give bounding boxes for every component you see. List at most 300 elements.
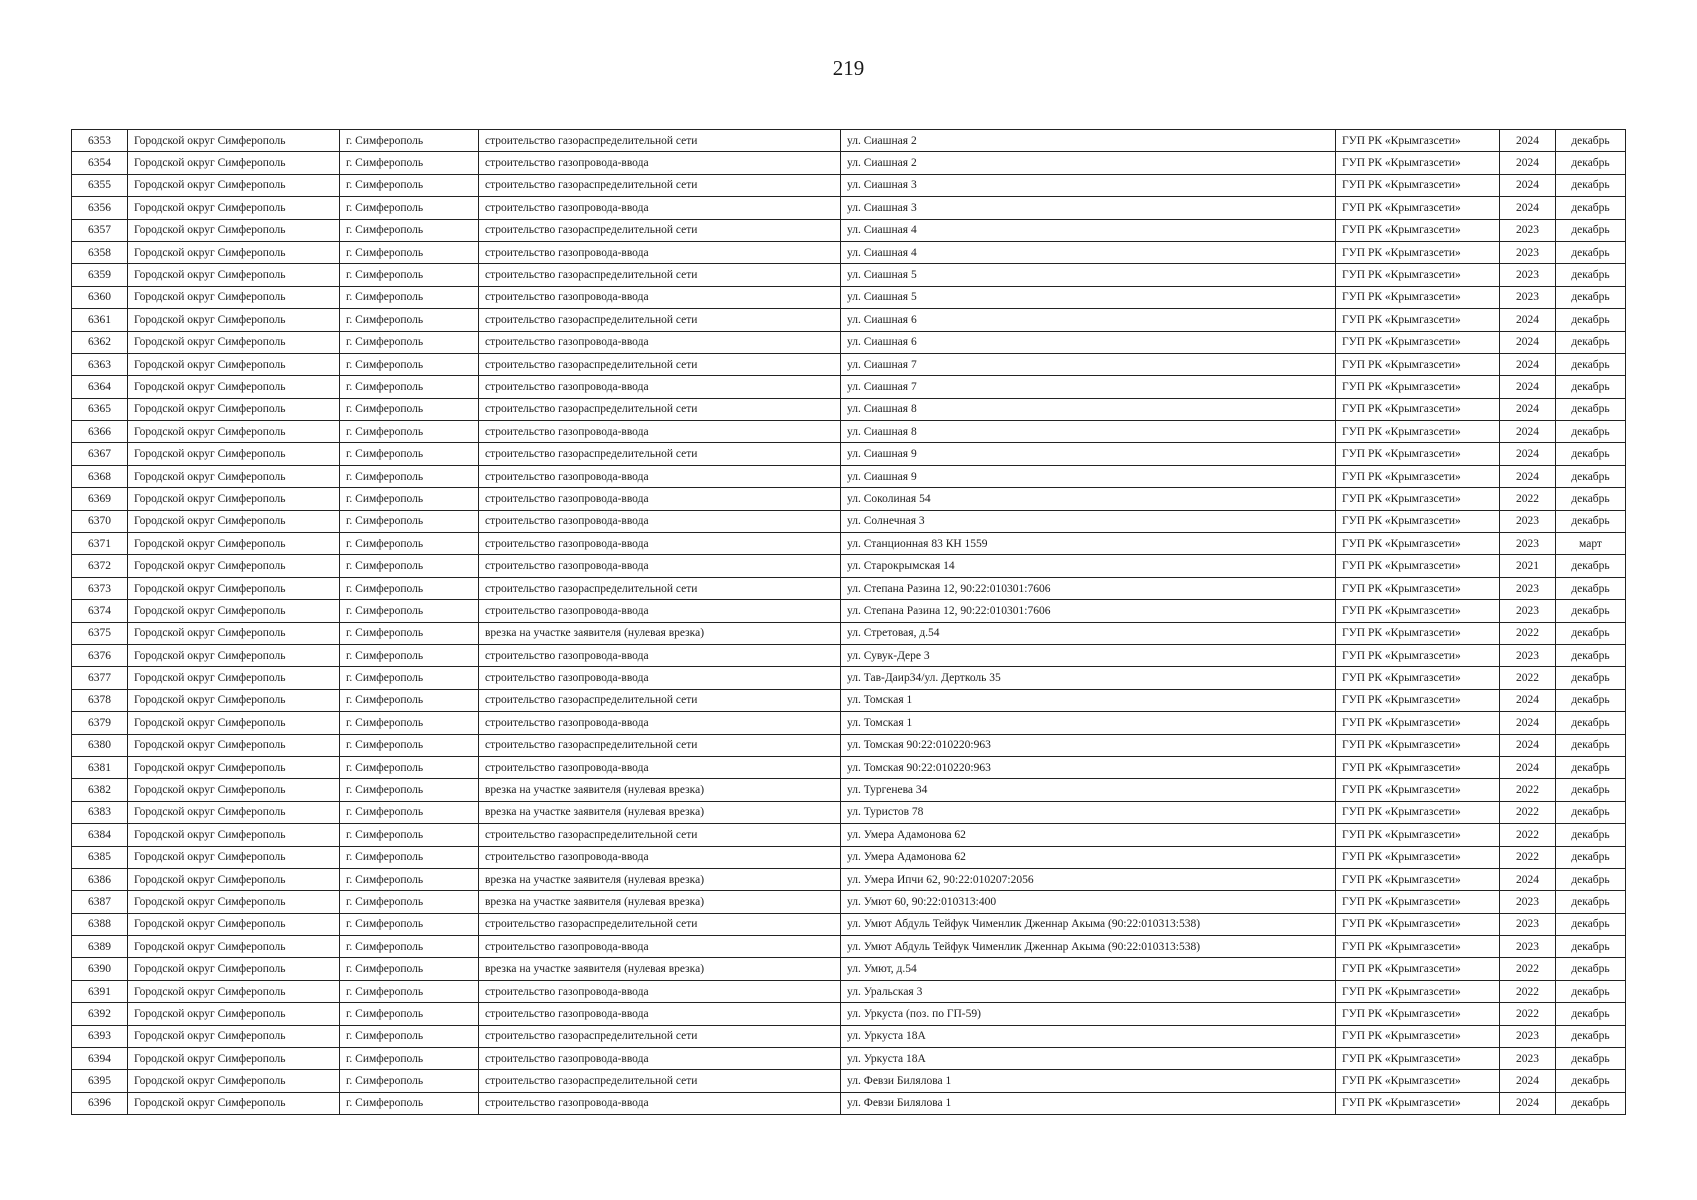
row-number-cell: 6389 — [72, 936, 128, 958]
district-cell: Городской округ Симферополь — [128, 622, 340, 644]
district-cell: Городской округ Симферополь — [128, 936, 340, 958]
row-number-cell: 6364 — [72, 376, 128, 398]
district-cell: Городской округ Симферополь — [128, 241, 340, 263]
year-cell: 2024 — [1500, 443, 1556, 465]
organization-cell: ГУП РК «Крымгазсети» — [1336, 398, 1500, 420]
address-cell: ул. Уркуста 18А — [841, 1048, 1336, 1070]
city-cell: г. Симферополь — [340, 756, 479, 778]
year-cell: 2021 — [1500, 555, 1556, 577]
table-row — [72, 936, 1626, 958]
address-cell: ул. Уркуста (поз. по ГП-59) — [841, 1003, 1336, 1025]
month-cell: декабрь — [1556, 622, 1626, 644]
month-cell: декабрь — [1556, 353, 1626, 375]
year-cell: 2023 — [1500, 1048, 1556, 1070]
address-cell: ул. Сиашная 2 — [841, 130, 1336, 152]
year-cell: 2022 — [1500, 488, 1556, 510]
table-row — [72, 622, 1626, 644]
row-number-cell: 6372 — [72, 555, 128, 577]
district-cell: Городской округ Симферополь — [128, 1070, 340, 1092]
month-cell: декабрь — [1556, 465, 1626, 487]
organization-cell: ГУП РК «Крымгазсети» — [1336, 174, 1500, 196]
month-cell: декабрь — [1556, 1092, 1626, 1114]
address-cell: ул. Сиашная 3 — [841, 197, 1336, 219]
year-cell: 2024 — [1500, 689, 1556, 711]
address-cell: ул. Тургенева 34 — [841, 779, 1336, 801]
row-number-cell: 6368 — [72, 465, 128, 487]
work-type-cell: строительство газораспределительной сети — [479, 353, 841, 375]
organization-cell: ГУП РК «Крымгазсети» — [1336, 644, 1500, 666]
month-cell: декабрь — [1556, 309, 1626, 331]
organization-cell: ГУП РК «Крымгазсети» — [1336, 488, 1500, 510]
district-cell: Городской округ Симферополь — [128, 197, 340, 219]
address-cell: ул. Соколиная 54 — [841, 488, 1336, 510]
month-cell: декабрь — [1556, 264, 1626, 286]
organization-cell: ГУП РК «Крымгазсети» — [1336, 689, 1500, 711]
district-cell: Городской округ Симферополь — [128, 488, 340, 510]
city-cell: г. Симферополь — [340, 689, 479, 711]
table-row — [72, 577, 1626, 599]
district-cell: Городской округ Симферополь — [128, 286, 340, 308]
city-cell: г. Симферополь — [340, 376, 479, 398]
month-cell: декабрь — [1556, 868, 1626, 890]
city-cell: г. Симферополь — [340, 577, 479, 599]
table-row — [72, 331, 1626, 353]
organization-cell: ГУП РК «Крымгазсети» — [1336, 1048, 1500, 1070]
table-row — [72, 241, 1626, 263]
city-cell: г. Симферополь — [340, 644, 479, 666]
year-cell: 2024 — [1500, 1070, 1556, 1092]
row-number-cell: 6360 — [72, 286, 128, 308]
district-cell: Городской округ Симферополь — [128, 555, 340, 577]
row-number-cell: 6357 — [72, 219, 128, 241]
row-number-cell: 6384 — [72, 824, 128, 846]
row-number-cell: 6369 — [72, 488, 128, 510]
city-cell: г. Симферополь — [340, 846, 479, 868]
address-cell: ул. Умют Абдуль Тейфук Чименлик Дженнар Акыма (90:22:010313:538) — [841, 913, 1336, 935]
row-number-cell: 6358 — [72, 241, 128, 263]
year-cell: 2023 — [1500, 219, 1556, 241]
work-type-cell: врезка на участке заявителя (нулевая врезка) — [479, 779, 841, 801]
year-cell: 2022 — [1500, 824, 1556, 846]
year-cell: 2024 — [1500, 331, 1556, 353]
month-cell: декабрь — [1556, 421, 1626, 443]
address-cell: ул. Уральская 3 — [841, 980, 1336, 1002]
work-type-cell: строительство газопровода-ввода — [479, 533, 841, 555]
work-type-cell: строительство газораспределительной сети — [479, 1025, 841, 1047]
registry-body — [72, 130, 1626, 1115]
organization-cell: ГУП РК «Крымгазсети» — [1336, 130, 1500, 152]
row-number-cell: 6363 — [72, 353, 128, 375]
city-cell: г. Симферополь — [340, 1092, 479, 1114]
work-type-cell: строительство газораспределительной сети — [479, 309, 841, 331]
organization-cell: ГУП РК «Крымгазсети» — [1336, 779, 1500, 801]
organization-cell: ГУП РК «Крымгазсети» — [1336, 555, 1500, 577]
district-cell: Городской округ Симферополь — [128, 1092, 340, 1114]
table-row — [72, 644, 1626, 666]
work-type-cell: строительство газораспределительной сети — [479, 219, 841, 241]
row-number-cell: 6388 — [72, 913, 128, 935]
work-type-cell: строительство газопровода-ввода — [479, 286, 841, 308]
organization-cell: ГУП РК «Крымгазсети» — [1336, 712, 1500, 734]
city-cell: г. Симферополь — [340, 555, 479, 577]
organization-cell: ГУП РК «Крымгазсети» — [1336, 622, 1500, 644]
month-cell: декабрь — [1556, 443, 1626, 465]
district-cell: Городской округ Симферополь — [128, 756, 340, 778]
work-type-cell: строительство газопровода-ввода — [479, 667, 841, 689]
row-number-cell: 6373 — [72, 577, 128, 599]
address-cell: ул. Умера Ипчи 62, 90:22:010207:2056 — [841, 868, 1336, 890]
city-cell: г. Симферополь — [340, 219, 479, 241]
table-row — [72, 712, 1626, 734]
month-cell: декабрь — [1556, 376, 1626, 398]
month-cell: декабрь — [1556, 1025, 1626, 1047]
row-number-cell: 6382 — [72, 779, 128, 801]
month-cell: декабрь — [1556, 555, 1626, 577]
table-row — [72, 1092, 1626, 1114]
row-number-cell: 6394 — [72, 1048, 128, 1070]
work-type-cell: строительство газопровода-ввода — [479, 241, 841, 263]
work-type-cell: строительство газопровода-ввода — [479, 376, 841, 398]
work-type-cell: строительство газораспределительной сети — [479, 130, 841, 152]
table-row — [72, 465, 1626, 487]
table-row — [72, 868, 1626, 890]
district-cell: Городской округ Симферополь — [128, 421, 340, 443]
work-type-cell: строительство газопровода-ввода — [479, 465, 841, 487]
district-cell: Городской округ Симферополь — [128, 868, 340, 890]
year-cell: 2024 — [1500, 756, 1556, 778]
work-type-cell: строительство газораспределительной сети — [479, 913, 841, 935]
city-cell: г. Симферополь — [340, 510, 479, 532]
month-cell: декабрь — [1556, 980, 1626, 1002]
work-type-cell: строительство газопровода-ввода — [479, 1003, 841, 1025]
district-cell: Городской округ Симферополь — [128, 510, 340, 532]
row-number-cell: 6374 — [72, 600, 128, 622]
month-cell: декабрь — [1556, 667, 1626, 689]
month-cell: декабрь — [1556, 1048, 1626, 1070]
address-cell: ул. Сиашная 9 — [841, 465, 1336, 487]
work-type-cell: строительство газопровода-ввода — [479, 1092, 841, 1114]
address-cell: ул. Сиашная 4 — [841, 241, 1336, 263]
district-cell: Городской округ Симферополь — [128, 824, 340, 846]
table-row — [72, 779, 1626, 801]
work-type-cell: строительство газораспределительной сети — [479, 824, 841, 846]
month-cell: декабрь — [1556, 913, 1626, 935]
district-cell: Городской округ Симферополь — [128, 980, 340, 1002]
organization-cell: ГУП РК «Крымгазсети» — [1336, 846, 1500, 868]
organization-cell: ГУП РК «Крымгазсети» — [1336, 958, 1500, 980]
organization-cell: ГУП РК «Крымгазсети» — [1336, 891, 1500, 913]
district-cell: Городской округ Симферополь — [128, 465, 340, 487]
row-number-cell: 6387 — [72, 891, 128, 913]
row-number-cell: 6386 — [72, 868, 128, 890]
work-type-cell: строительство газопровода-ввода — [479, 756, 841, 778]
table-row — [72, 891, 1626, 913]
year-cell: 2023 — [1500, 891, 1556, 913]
year-cell: 2024 — [1500, 421, 1556, 443]
district-cell: Городской округ Симферополь — [128, 376, 340, 398]
district-cell: Городской округ Симферополь — [128, 1025, 340, 1047]
city-cell: г. Симферополь — [340, 667, 479, 689]
month-cell: декабрь — [1556, 712, 1626, 734]
table-row — [72, 174, 1626, 196]
address-cell: ул. Степана Разина 12, 90:22:010301:7606 — [841, 577, 1336, 599]
district-cell: Городской округ Симферополь — [128, 1048, 340, 1070]
year-cell: 2024 — [1500, 1092, 1556, 1114]
organization-cell: ГУП РК «Крымгазсети» — [1336, 219, 1500, 241]
district-cell: Городской округ Симферополь — [128, 219, 340, 241]
city-cell: г. Симферополь — [340, 174, 479, 196]
month-cell: декабрь — [1556, 756, 1626, 778]
organization-cell: ГУП РК «Крымгазсети» — [1336, 286, 1500, 308]
table-row — [72, 824, 1626, 846]
district-cell: Городской округ Симферополь — [128, 398, 340, 420]
month-cell: декабрь — [1556, 197, 1626, 219]
address-cell: ул. Станционная 83 КН 1559 — [841, 533, 1336, 555]
district-cell: Городской округ Симферополь — [128, 958, 340, 980]
district-cell: Городской округ Симферополь — [128, 801, 340, 823]
organization-cell: ГУП РК «Крымгазсети» — [1336, 510, 1500, 532]
table-row — [72, 689, 1626, 711]
city-cell: г. Симферополь — [340, 533, 479, 555]
month-cell: декабрь — [1556, 331, 1626, 353]
organization-cell: ГУП РК «Крымгазсети» — [1336, 353, 1500, 375]
month-cell: декабрь — [1556, 891, 1626, 913]
organization-cell: ГУП РК «Крымгазсети» — [1336, 577, 1500, 599]
table-row — [72, 152, 1626, 174]
work-type-cell: строительство газопровода-ввода — [479, 488, 841, 510]
row-number-cell: 6367 — [72, 443, 128, 465]
work-type-cell: строительство газопровода-ввода — [479, 421, 841, 443]
year-cell: 2023 — [1500, 577, 1556, 599]
month-cell: декабрь — [1556, 130, 1626, 152]
address-cell: ул. Томская 1 — [841, 712, 1336, 734]
month-cell: декабрь — [1556, 577, 1626, 599]
table-row — [72, 913, 1626, 935]
district-cell: Городской округ Симферополь — [128, 712, 340, 734]
address-cell: ул. Тав-Даир34/ул. Дертколь 35 — [841, 667, 1336, 689]
organization-cell: ГУП РК «Крымгазсети» — [1336, 1025, 1500, 1047]
row-number-cell: 6393 — [72, 1025, 128, 1047]
work-type-cell: строительство газопровода-ввода — [479, 980, 841, 1002]
address-cell: ул. Старокрымская 14 — [841, 555, 1336, 577]
table-row — [72, 801, 1626, 823]
year-cell: 2024 — [1500, 174, 1556, 196]
district-cell: Городской округ Симферополь — [128, 846, 340, 868]
city-cell: г. Симферополь — [340, 600, 479, 622]
work-type-cell: строительство газопровода-ввода — [479, 197, 841, 219]
address-cell: ул. Сувук-Дере 3 — [841, 644, 1336, 666]
table-row — [72, 1070, 1626, 1092]
work-type-cell: строительство газопровода-ввода — [479, 600, 841, 622]
organization-cell: ГУП РК «Крымгазсети» — [1336, 376, 1500, 398]
month-cell: декабрь — [1556, 801, 1626, 823]
address-cell: ул. Умера Адамонова 62 — [841, 824, 1336, 846]
city-cell: г. Симферополь — [340, 891, 479, 913]
month-cell: декабрь — [1556, 689, 1626, 711]
city-cell: г. Симферополь — [340, 264, 479, 286]
organization-cell: ГУП РК «Крымгазсети» — [1336, 824, 1500, 846]
row-number-cell: 6378 — [72, 689, 128, 711]
table-row — [72, 488, 1626, 510]
month-cell: декабрь — [1556, 734, 1626, 756]
page-number: 219 — [832, 56, 865, 80]
city-cell: г. Симферополь — [340, 1003, 479, 1025]
organization-cell: ГУП РК «Крымгазсети» — [1336, 600, 1500, 622]
organization-cell: ГУП РК «Крымгазсети» — [1336, 756, 1500, 778]
address-cell: ул. Умера Адамонова 62 — [841, 846, 1336, 868]
year-cell: 2023 — [1500, 510, 1556, 532]
work-type-cell: строительство газораспределительной сети — [479, 689, 841, 711]
city-cell: г. Симферополь — [340, 1048, 479, 1070]
city-cell: г. Симферополь — [340, 913, 479, 935]
month-cell: декабрь — [1556, 219, 1626, 241]
row-number-cell: 6377 — [72, 667, 128, 689]
work-type-cell: врезка на участке заявителя (нулевая врезка) — [479, 958, 841, 980]
work-type-cell: строительство газопровода-ввода — [479, 555, 841, 577]
table-row — [72, 734, 1626, 756]
address-cell: ул. Томская 90:22:010220:963 — [841, 734, 1336, 756]
table-row — [72, 958, 1626, 980]
organization-cell: ГУП РК «Крымгазсети» — [1336, 309, 1500, 331]
work-type-cell: строительство газораспределительной сети — [479, 264, 841, 286]
organization-cell: ГУП РК «Крымгазсети» — [1336, 264, 1500, 286]
district-cell: Городской округ Симферополь — [128, 913, 340, 935]
work-type-cell: строительство газораспределительной сети — [479, 398, 841, 420]
work-type-cell: строительство газопровода-ввода — [479, 644, 841, 666]
address-cell: ул. Февзи Билялова 1 — [841, 1070, 1336, 1092]
work-type-cell: строительство газопровода-ввода — [479, 152, 841, 174]
district-cell: Городской округ Симферополь — [128, 689, 340, 711]
work-type-cell: строительство газораспределительной сети — [479, 174, 841, 196]
work-type-cell: строительство газораспределительной сети — [479, 734, 841, 756]
organization-cell: ГУП РК «Крымгазсети» — [1336, 1070, 1500, 1092]
month-cell: декабрь — [1556, 241, 1626, 263]
work-type-cell: строительство газораспределительной сети — [479, 443, 841, 465]
city-cell: г. Симферополь — [340, 331, 479, 353]
organization-cell: ГУП РК «Крымгазсети» — [1336, 980, 1500, 1002]
district-cell: Городской округ Симферополь — [128, 264, 340, 286]
row-number-cell: 6391 — [72, 980, 128, 1002]
table-row — [72, 309, 1626, 331]
work-type-cell: врезка на участке заявителя (нулевая врезка) — [479, 622, 841, 644]
work-type-cell: строительство газопровода-ввода — [479, 331, 841, 353]
row-number-cell: 6353 — [72, 130, 128, 152]
city-cell: г. Симферополь — [340, 443, 479, 465]
city-cell: г. Симферополь — [340, 868, 479, 890]
month-cell: декабрь — [1556, 398, 1626, 420]
table-row — [72, 421, 1626, 443]
city-cell: г. Симферополь — [340, 622, 479, 644]
month-cell: декабрь — [1556, 488, 1626, 510]
work-type-cell: врезка на участке заявителя (нулевая врезка) — [479, 891, 841, 913]
row-number-cell: 6375 — [72, 622, 128, 644]
table-row — [72, 376, 1626, 398]
row-number-cell: 6365 — [72, 398, 128, 420]
row-number-cell: 6356 — [72, 197, 128, 219]
row-number-cell: 6381 — [72, 756, 128, 778]
table-row — [72, 353, 1626, 375]
year-cell: 2024 — [1500, 152, 1556, 174]
address-cell: ул. Стретовая, д.54 — [841, 622, 1336, 644]
row-number-cell: 6354 — [72, 152, 128, 174]
year-cell: 2023 — [1500, 1025, 1556, 1047]
address-cell: ул. Февзи Билялова 1 — [841, 1092, 1336, 1114]
address-cell: ул. Сиашная 5 — [841, 264, 1336, 286]
city-cell: г. Симферополь — [340, 286, 479, 308]
city-cell: г. Симферополь — [340, 130, 479, 152]
city-cell: г. Симферополь — [340, 1025, 479, 1047]
month-cell: декабрь — [1556, 510, 1626, 532]
city-cell: г. Симферополь — [340, 465, 479, 487]
city-cell: г. Симферополь — [340, 241, 479, 263]
row-number-cell: 6370 — [72, 510, 128, 532]
year-cell: 2022 — [1500, 958, 1556, 980]
organization-cell: ГУП РК «Крымгазсети» — [1336, 465, 1500, 487]
work-type-cell: строительство газопровода-ввода — [479, 712, 841, 734]
address-cell: ул. Солнечная 3 — [841, 510, 1336, 532]
table-row — [72, 980, 1626, 1002]
city-cell: г. Симферополь — [340, 152, 479, 174]
row-number-cell: 6390 — [72, 958, 128, 980]
year-cell: 2023 — [1500, 286, 1556, 308]
year-cell: 2024 — [1500, 376, 1556, 398]
address-cell: ул. Сиашная 8 — [841, 398, 1336, 420]
row-number-cell: 6359 — [72, 264, 128, 286]
organization-cell: ГУП РК «Крымгазсети» — [1336, 197, 1500, 219]
district-cell: Городской округ Симферополь — [128, 152, 340, 174]
row-number-cell: 6383 — [72, 801, 128, 823]
row-number-cell: 6396 — [72, 1092, 128, 1114]
address-cell: ул. Сиашная 7 — [841, 353, 1336, 375]
address-cell: ул. Сиашная 9 — [841, 443, 1336, 465]
month-cell: декабрь — [1556, 1003, 1626, 1025]
table-row — [72, 1003, 1626, 1025]
month-cell: декабрь — [1556, 846, 1626, 868]
row-number-cell: 6392 — [72, 1003, 128, 1025]
district-cell: Городской округ Симферополь — [128, 353, 340, 375]
city-cell: г. Симферополь — [340, 488, 479, 510]
district-cell: Городской округ Симферополь — [128, 644, 340, 666]
organization-cell: ГУП РК «Крымгазсети» — [1336, 801, 1500, 823]
year-cell: 2022 — [1500, 801, 1556, 823]
district-cell: Городской округ Симферополь — [128, 331, 340, 353]
table-row — [72, 510, 1626, 532]
table-row — [72, 555, 1626, 577]
month-cell: декабрь — [1556, 152, 1626, 174]
organization-cell: ГУП РК «Крымгазсети» — [1336, 734, 1500, 756]
city-cell: г. Симферополь — [340, 309, 479, 331]
year-cell: 2024 — [1500, 309, 1556, 331]
table-row — [72, 398, 1626, 420]
row-number-cell: 6361 — [72, 309, 128, 331]
month-cell: декабрь — [1556, 600, 1626, 622]
row-number-cell: 6355 — [72, 174, 128, 196]
organization-cell: ГУП РК «Крымгазсети» — [1336, 936, 1500, 958]
city-cell: г. Симферополь — [340, 980, 479, 1002]
table-row — [72, 197, 1626, 219]
city-cell: г. Симферополь — [340, 779, 479, 801]
year-cell: 2022 — [1500, 980, 1556, 1002]
district-cell: Городской округ Симферополь — [128, 667, 340, 689]
year-cell: 2023 — [1500, 533, 1556, 555]
year-cell: 2023 — [1500, 913, 1556, 935]
year-cell: 2024 — [1500, 465, 1556, 487]
district-cell: Городской округ Симферополь — [128, 779, 340, 801]
address-cell: ул. Сиашная 7 — [841, 376, 1336, 398]
month-cell: март — [1556, 533, 1626, 555]
address-cell: ул. Умют Абдуль Тейфук Чименлик Дженнар Акыма (90:22:010313:538) — [841, 936, 1336, 958]
year-cell: 2023 — [1500, 644, 1556, 666]
